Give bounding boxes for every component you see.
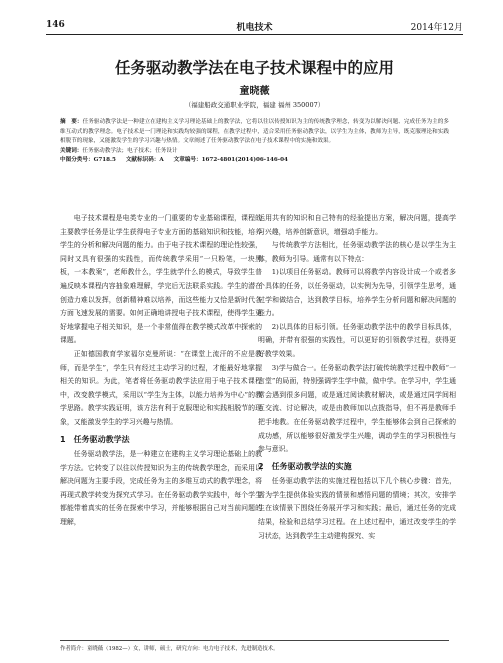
body-paragraph: 任务驱动教学法的实施过程包括以下几个核心步骤：首先，需为学生提供体验实践的情景和感悟问题的情境；其次，安排学生在该情景下围绕任务展开学习和实践；最后，通过任务的完成结果，检验和总结学习过程。在上述过程中，通过改变学生的学习状态，达到教学生主动建构探究、实 [258, 477, 456, 540]
abstract-text: 任务驱动教学法是一种建立在建构主义学习理论基础上的教学法，它将以往以传授知识为主的传统教学理念，转变为以解决问题、完成任务为主的多维互动式的教学理念。电子技术是一门理论和实践均较强的课程，在教学过程中，适合采用任务驱动教学法，以学生为主体，教师为主导，既克服理论和实践相脱节的现象，又能激发学生的学习兴趣与热情。文章阐述了任务驱动教学法在电子技术课程中的实施和效果。 [60, 119, 449, 145]
section-heading-1: 1 任务驱动教学法 [60, 434, 130, 444]
list-item: 1)以项目任务驱动。教师可以将教学内容设计成一个或者多个具体的任务，以任务驱动，以实例为先导，引领学生思考，通过学和做结合，达到教学目标，培养学生分析问题和解决问题的能力。 [258, 268, 456, 318]
body-paragraph: 与传统教学方法相比，任务驱动教学法的核心是以学生为主体，教师为引导。通常有以下特点： [258, 241, 456, 263]
journal-name: 机电技术 [236, 23, 273, 33]
author-name: 童晓薇 [239, 86, 270, 97]
issue-date: 2014年12月 [410, 23, 463, 33]
page-number: 146 [46, 20, 65, 30]
list-item: 3)学与做合一。任务驱动教学法打破传统教学过程中教师“一言堂”的局面，特别强调学生学中做，做中学。在学习中，学生通常会遇到很多问题，或是通过阅读教材解决，或是通过同学间相互交流、讨论解决，或是由教师加以点拨指导，但不再是教师手把手地教。在任务驱动教学过程中，学生能够体会到自己探索的成功感，所以能够很好激发学生兴趣，调动学生的学习积极性与参与意识。 [258, 363, 456, 454]
keywords-label: 关键词： [60, 147, 83, 154]
abstract-label: 摘 要： [60, 119, 83, 125]
section-heading-2: 2 任务驱动教学法的实施 [258, 461, 352, 471]
document-code: 文献标识码：A [125, 157, 164, 164]
abstract-paragraph [60, 118, 449, 147]
article-title: 任务驱动教学法在电子技术课程中的应用 [114, 59, 394, 77]
article-number: 文章编号：1672-4801(2014)06-146-04 [173, 157, 288, 164]
keywords-line [60, 147, 449, 157]
clc-number: 中图分类号：G718.5 [60, 157, 116, 164]
body-paragraph: 电子技术课程是电类专业的一门重要的专业基础课程，课程的主要教学任务是让学生获得电子专业方面的基础知识和技能，培养学生的分析和解决问题的能力。由于电子技术课程的理论性较强，同时又具有很强的实践性，而传统教学采用“一只粉笔，一块黑板，一本教案”，老师教什么，学生就学什么的模式，导致学生普遍反映本课程内容抽象难理解，学完后无法联系实践。学生的潜在创造力难以发挥，创新精神难以培养，而这些能力又恰是新时代各方面飞速发展的需要。如何正确地讲授电子技术课程，使得学生更好地掌握电子相关知识，是一个非常值得在教学模式改革中探索的课题。 [60, 214, 262, 345]
classification-line [60, 156, 449, 166]
running-header [46, 20, 463, 35]
body-paragraph: 任务驱动教学法，是一种建立在建构主义学习理论基础上的教学方法。它转变了以往以传授知识为主的传统教学理念，而采用以解决问题为主要手段，完成任务为主的多维互动式的教学理念，将再现式教学转变为探究式学习。在任务驱动教学实践中，每个学生都能带着真实的任务在探索中学习，并能够根据自己对当前问题的理解， [60, 450, 262, 527]
abstract-block [60, 118, 449, 166]
left-column [60, 212, 262, 530]
author-footnote: 作者简介：童晓薇（1982—）女，讲师，硕士，研究方向：电力电子技术，先进制造技术。 [60, 640, 449, 652]
keywords-text: 任务驱动教学法；电子技术；任务设计 [82, 147, 178, 154]
right-column [258, 212, 456, 543]
body-paragraph: 运用共有的知识和自己特有的经验提出方案，解决问题，提高学习兴趣，培养创新意识，增强动手能力。 [258, 214, 456, 236]
body-paragraph: 正如德国教育学家福尔克曼所说：“在课堂上流汗的不应是教师，而是学生”，学生只有经过主动学习的过程，才能最好地掌握相关的知识。为此，笔者将任务驱动教学法应用于电子技术课程中，改变教学模式，采用以“学生为主体，以能力培养为中心”的教学思路。教学实践证明，该方法有利于克服理论和实践相脱节的现象，又能激发学生的学习兴趣与热情。 [60, 349, 262, 426]
author-affiliation: （福建船政交通职业学院，福建 福州 350007） [184, 101, 325, 109]
list-item: 2)以具体的目标引领。任务驱动教学法中的教学目标具体，明确，并带有很强的实践性，可以更好的引领教学过程，获得更好教学效果。 [258, 322, 456, 358]
